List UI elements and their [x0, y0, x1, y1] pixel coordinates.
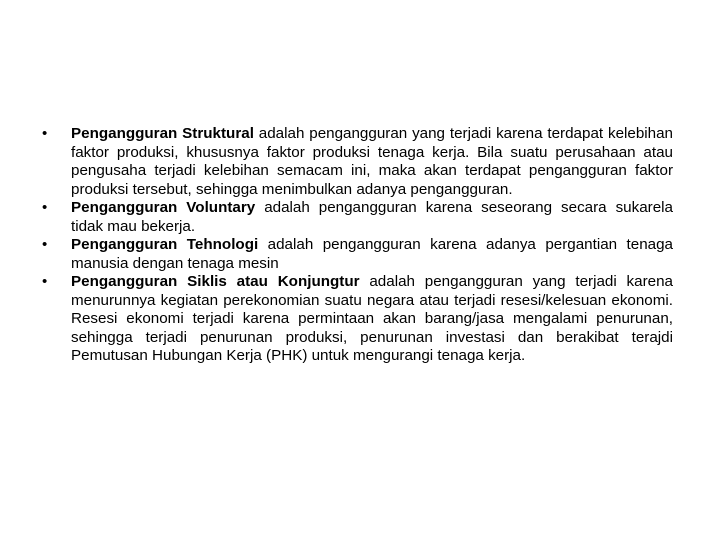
- bullet-item-technology: [42, 236, 673, 273]
- bullet-icon: •: [42, 199, 48, 216]
- bullet-item-cyclical: [42, 273, 673, 366]
- bullet-icon: •: [42, 236, 48, 253]
- term-label: Pengangguran Tehnologi: [71, 236, 259, 253]
- bullet-icon: •: [42, 125, 48, 142]
- bullet-item-voluntary: [42, 199, 673, 236]
- definition-text: adalah pengangguran karena adanya pergantian tenaga manusia dengan tenaga mesin: [71, 236, 673, 272]
- definition-text: adalah pengangguran yang terjadi karena menurunnya kegiatan perekonomian suatu negara atau terjadi resesi/kelesuan ekonomi. Resesi ekonomi terjadi karena permintaan akan barang/jasa mengalami penurunan, sehingga terjadi penurunan produksi, penurunan investasi dan berakibat terajdi Pemutusan Hubungan Kerja (PHK) untuk mengurangi tenaga kerja.: [71, 273, 673, 364]
- bullet-list: [42, 125, 673, 366]
- bullet-item-structural: [42, 125, 673, 199]
- term-label: Pengangguran Struktural: [71, 125, 254, 142]
- term-label: Pengangguran Voluntary: [71, 199, 256, 216]
- definition-text: adalah pengangguran karena seseorang secara sukarela tidak mau bekerja.: [71, 199, 673, 235]
- definition-text: adalah pengangguran yang terjadi karena terdapat kelebihan faktor produksi, khususnya faktor produksi tenaga kerja. Bila suatu perusahaan atau pengusaha terjadi kelebihan semacam ini, maka akan terdapat pengangguran faktor produksi tersebut, sehingga menimbulkan adanya pengangguran.: [71, 125, 673, 198]
- term-label: Pengangguran Siklis atau Konjungtur: [71, 273, 360, 290]
- bullet-icon: •: [42, 273, 48, 290]
